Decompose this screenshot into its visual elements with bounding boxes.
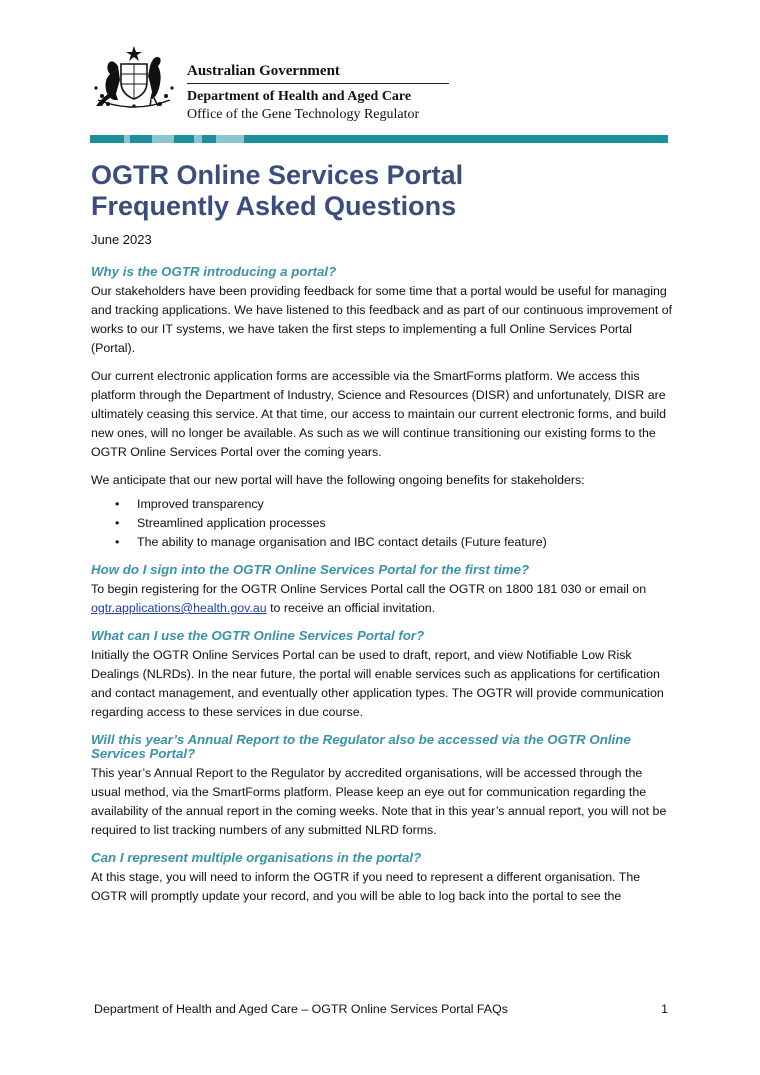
email-link[interactable]: ogtr.applications@health.gov.au	[91, 601, 267, 615]
department-name: Department of Health and Aged Care	[187, 89, 412, 104]
page-number: 1	[661, 1002, 668, 1016]
coat-of-arms-logo	[88, 44, 180, 110]
header-divider	[187, 83, 449, 84]
faq-paragraph: This year’s Annual Report to the Regulator by accredited organisations, will be accessed through the usual method, via the SmartForms platform. Please keep an eye out for communication regarding the availability of the annual report in the coming weeks. Note that in this year’s annual report, you will not be required to list tracking numbers of any submitted NLRD forms.	[91, 766, 667, 837]
faq-paragraph: At this stage, you will need to inform the OGTR if you need to represent a different organisation. The OGTR will promptly update your record, and you will be able to log back into the portal to see the	[91, 870, 641, 903]
faq-heading-why: Why is the OGTR introducing a portal?	[91, 264, 337, 279]
faq-content	[91, 265, 673, 906]
header-identity	[187, 61, 447, 124]
faq-heading-use: What can I use the OGTR Online Services Portal for?	[91, 628, 425, 643]
faq-heading-annual-report: Will this year’s Annual Report to the Regulator also be accessed via the OGTR Online Services Portal?	[91, 732, 631, 761]
list-item: • The ability to manage organisation and IBC contact details (Future feature)	[91, 533, 673, 552]
faq-heading-multiple-organisations: Can I represent multiple organisations in the portal?	[91, 850, 422, 865]
faq-paragraph: Our stakeholders have been providing feedback for some time that a portal would be useful for managing and tracking applications. We have listened to this feedback and as part of our continuous improvement of works to our IT systems, we have taken the first steps to implementing a full Online Services Portal (Portal).	[91, 284, 673, 355]
footer-text: Department of Health and Aged Care – OGTR Online Services Portal FAQs	[94, 1002, 508, 1016]
faq-paragraph: We anticipate that our new portal will have the following ongoing benefits for stakeholders:	[91, 473, 585, 487]
signin-text-end: to receive an official invitation.	[266, 601, 436, 615]
faq-paragraph: Initially the OGTR Online Services Portal can be used to draft, report, and view Notifiable Low Risk Dealings (NLRDs). In the near future, the portal will enable services such as applications for certification and contact management, and eventually other application types. The OGTR will provide communication regarding access to these services in due course.	[91, 648, 664, 719]
faq-paragraph	[91, 580, 673, 618]
office-name: Office of the Gene Technology Regulator	[187, 107, 420, 122]
benefits-list	[91, 495, 673, 552]
faq-paragraph: Our current electronic application forms are accessible via the SmartForms platform. We access this platform through the Department of Industry, Science and Resources (DISR) and unfortunately, DISR are ultimately ceasing this service. At that time, our access to maintain our current electronic forms, and build new ones, will no longer be available. As such as we will continue transitioning our existing forms to the OGTR Online Services Portal over the coming years.	[91, 369, 667, 459]
signin-text: To begin registering for the OGTR Online Services Portal call the OGTR on 1800 181 030 or email on	[91, 582, 647, 596]
title-line-2: Frequently Asked Questions	[91, 191, 457, 221]
publication-date: June 2023	[91, 232, 152, 247]
list-item: • Streamlined application processes	[91, 514, 673, 533]
faq-heading-signin: How do I sign into the OGTR Online Services Portal for the first time?	[91, 562, 530, 577]
government-name: Australian Government	[187, 63, 340, 79]
page-title	[91, 160, 691, 222]
title-line-1: OGTR Online Services Portal	[91, 160, 464, 190]
list-item: • Improved transparency	[91, 495, 673, 514]
header-colour-band	[90, 135, 668, 143]
page-footer	[94, 1001, 668, 1017]
